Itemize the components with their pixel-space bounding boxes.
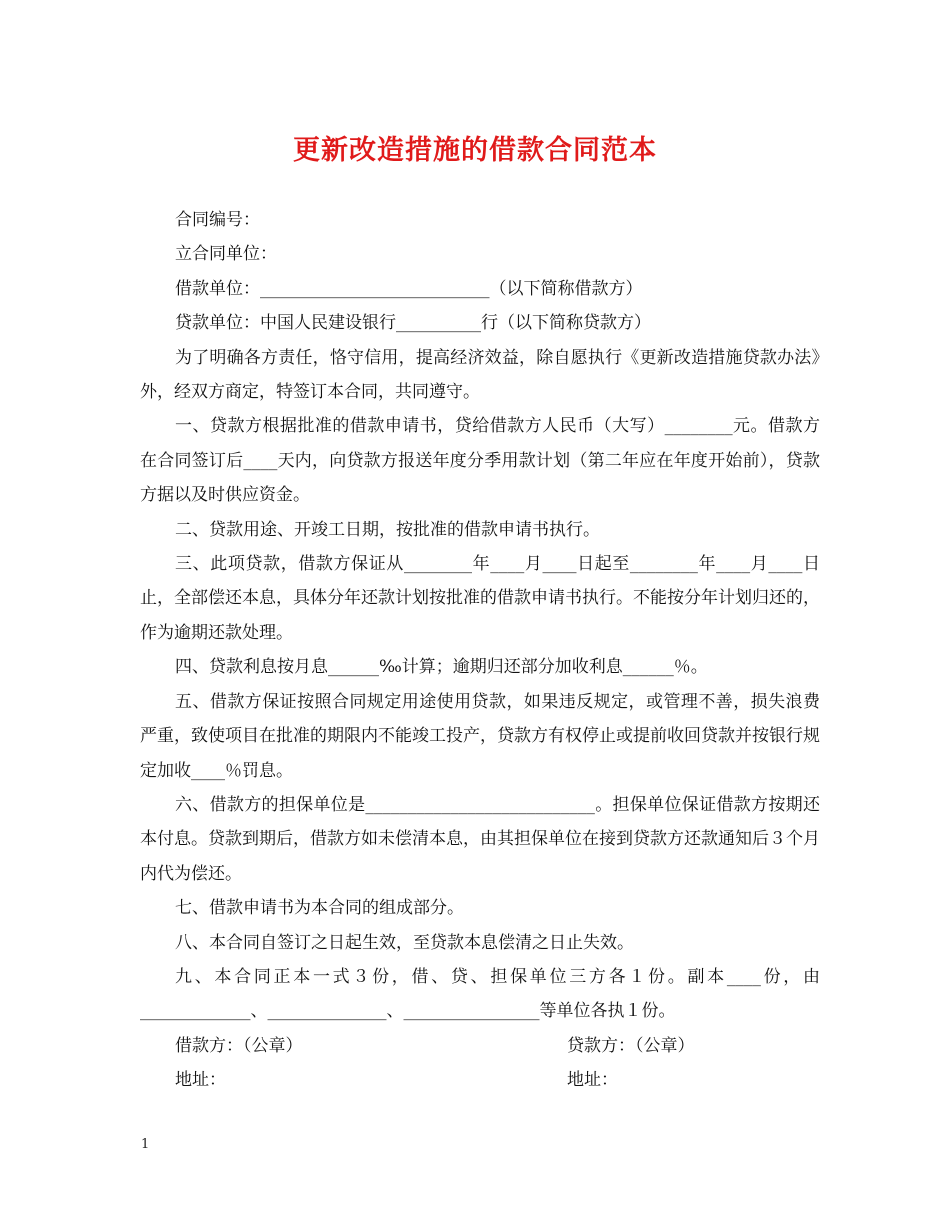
paragraph-borrower: 借款单位：___________________________（以下简称借款方） (175, 278, 643, 299)
paragraph-clause-4: 四、贷款利息按月息______‰计算；逾期归还部分加收利息______％。 (175, 657, 708, 678)
paragraph-lender: 贷款单位：中国人民建设银行__________行（以下简称贷款方） (175, 313, 651, 334)
lender-seal: 贷款方：（公章） (567, 1035, 695, 1056)
paragraph-clause-8: 八、本合同自签订之日起生效，至贷款本息偿清之日止失效。 (175, 932, 634, 953)
document-title: 更新改造措施的借款合同范本 (293, 135, 657, 166)
paragraph-contract-number: 合同编号： (175, 210, 260, 230)
paragraph-parties: 立合同单位： (175, 244, 277, 265)
page-number: 1 (141, 1137, 150, 1152)
borrower-seal: 借款方：（公章） (175, 1035, 303, 1056)
paragraph-clause-1: 一、贷款方根据批准的借款申请书，贷给借款方人民币（大写）________元。借款方在合同签订后____天内，向贷款方报送年度分季用款计划（第二年应在年度开始前），贷款方据以及时供应资金。 (140, 416, 820, 506)
borrower-address: 地址： (175, 1070, 226, 1091)
contract-body (140, 203, 820, 1098)
paragraph-clause-2: 二、贷款用途、开竣工日期，按批准的借款申请书执行。 (175, 519, 600, 540)
address-row (140, 1063, 820, 1097)
lender-address: 地址： (567, 1070, 618, 1091)
paragraph-clause-5: 五、借款方保证按照合同规定用途使用贷款，如果违反规定，或管理不善，损失浪费严重，致使项目在批准的期限内不能竣工投产，贷款方有权停止或提前收回贷款并按银行规定加收____％罚息。 (140, 691, 820, 781)
paragraph-clause-7: 七、借款申请书为本合同的组成部分。 (175, 898, 464, 919)
paragraph-preamble: 为了明确各方责任，恪守信用，提高经济效益，除自愿执行《更新改造措施贷款办法》外，经双方商定，特签订本合同，共同遵守。 (140, 347, 820, 403)
paragraph-clause-3: 三、此项贷款，借款方保证从________年____月____日起至________年____月____日止，全部偿还本息，具体分年还款计划按批准的借款申请书执行。不能按分年计划归还的，作为逾期还款处理。 (140, 554, 820, 643)
paragraph-clause-9: 九、本合同正本一式３份，借、贷、担保单位三方各１份。副本____份，由_____________、______________、________________等单位各执１份。 (140, 966, 820, 1022)
paragraph-clause-6: 六、借款方的担保单位是___________________________。担保单位保证借款方按期还本付息。贷款到期后，借款方如未偿清本息，由其担保单位在接到贷款方还款通知后３个月内代为偿还。 (140, 794, 820, 884)
signature-row (140, 1029, 820, 1063)
